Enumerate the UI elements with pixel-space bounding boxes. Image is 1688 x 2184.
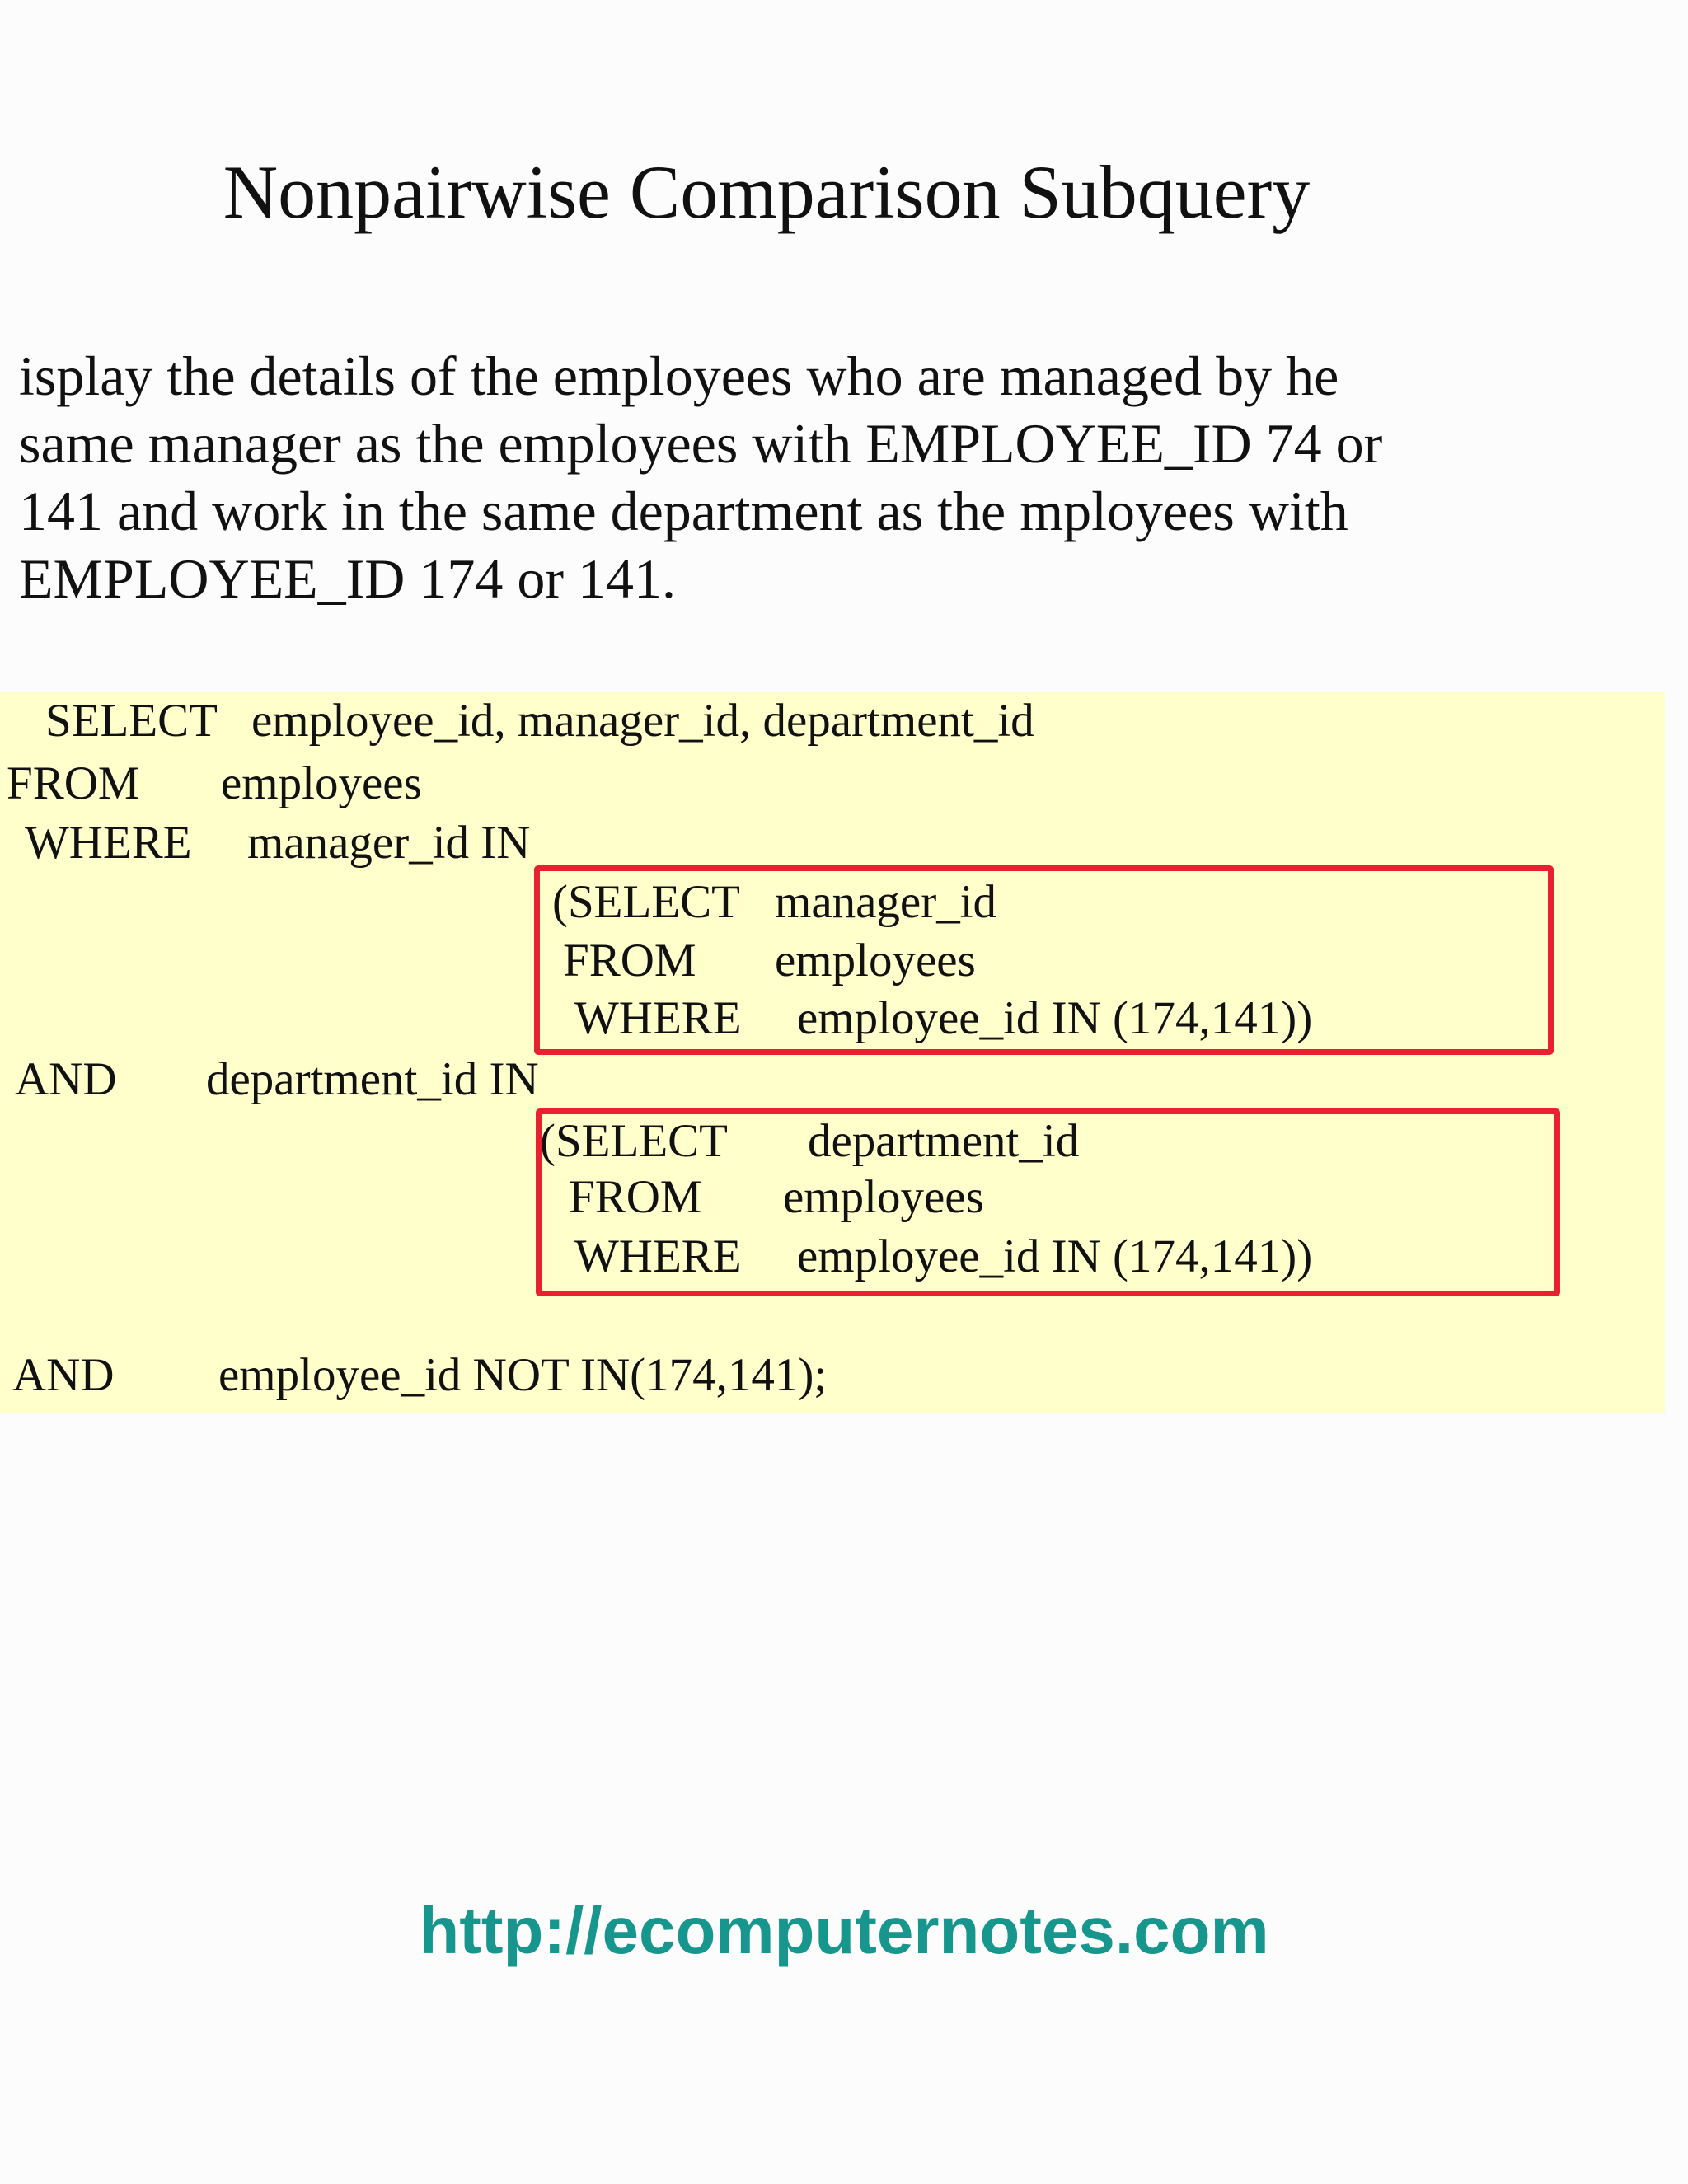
subquery2-select-column: department_id: [808, 1115, 1080, 1167]
description: [19, 342, 1634, 612]
subquery2-select-keyword: (SELECT: [540, 1115, 728, 1167]
sql-and-keyword-2: AND: [12, 1349, 115, 1401]
subquery1-from-table: employees: [775, 935, 976, 987]
description-line: isplay the details of the employees who are managed by he: [19, 344, 1339, 407]
sql-and-expression: department_id IN: [206, 1053, 539, 1105]
subquery1-where-expression: employee_id IN (174,141)): [797, 992, 1313, 1044]
sql-select-columns: employee_id, manager_id, department_id: [251, 695, 1034, 747]
sql-from-keyword: FROM: [7, 757, 140, 809]
subquery1-select-keyword: (SELECT: [552, 876, 740, 928]
description-line: same manager as the employees with EMPLOYEE_ID 74 or: [19, 412, 1383, 475]
sql-from-table: employees: [221, 757, 422, 809]
subquery2-where-keyword: WHERE: [574, 1230, 742, 1282]
subquery1-where-keyword: WHERE: [574, 992, 742, 1044]
slide-title: Nonpairwise Comparison Subquery: [223, 150, 1311, 234]
footer-url-link[interactable]: http://ecomputernotes.com: [419, 1894, 1269, 1967]
subquery2-where-expression: employee_id IN (174,141)): [797, 1230, 1313, 1282]
sql-where-keyword: WHERE: [25, 817, 192, 869]
description-line: EMPLOYEE_ID 174 or 141.: [19, 547, 677, 610]
subquery1-from-keyword: FROM: [563, 935, 696, 987]
sql-and-expression-2: employee_id NOT IN(174,141);: [218, 1349, 828, 1401]
subquery1-select-column: manager_id: [775, 876, 997, 928]
sql-and-keyword: AND: [15, 1053, 117, 1105]
subquery2-from-keyword: FROM: [569, 1171, 702, 1223]
sql-where-expression: manager_id IN: [247, 817, 531, 869]
sql-select-keyword: SELECT: [45, 695, 218, 747]
description-line: 141 and work in the same department as the mployees with: [19, 480, 1348, 542]
sql-code-panel: [0, 692, 1665, 1413]
subquery2-from-table: employees: [783, 1171, 984, 1223]
